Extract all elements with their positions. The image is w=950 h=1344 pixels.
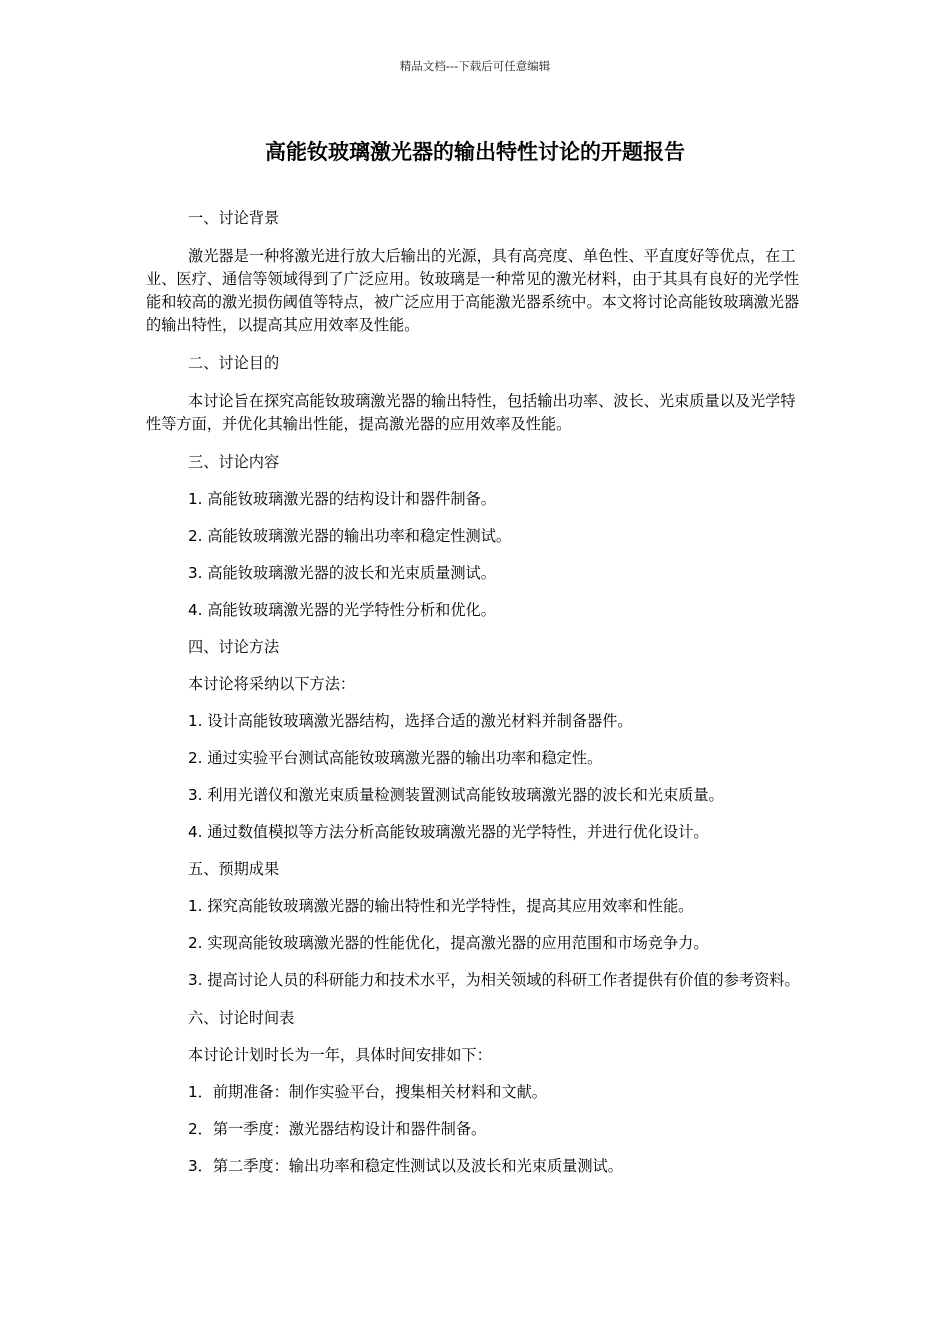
document-body xyxy=(146,207,808,1178)
schedule-list-item: 2．第一季度：激光器结构设计和器件制备。 xyxy=(188,1120,487,1138)
section-heading-background: 一、讨论背景 xyxy=(188,209,280,227)
method-list-item: 2. 通过实验平台测试高能钕玻璃激光器的输出功率和稳定性。 xyxy=(188,749,603,767)
schedule-intro: 本讨论计划时长为一年，具体时间安排如下： xyxy=(188,1046,492,1064)
document-title: 高能钕玻璃激光器的输出特性讨论的开题报告 xyxy=(265,140,685,164)
header-note: 精品文档---下载后可任意编辑 xyxy=(399,59,551,73)
section-heading-content: 三、讨论内容 xyxy=(188,453,280,471)
section-heading-method: 四、讨论方法 xyxy=(188,638,280,656)
results-list-item: 1. 探究高能钕玻璃激光器的输出特性和光学特性，提高其应用效率和性能。 xyxy=(188,897,694,915)
method-list-item: 4. 通过数值模拟等方法分析高能钕玻璃激光器的光学特性，并进行优化设计。 xyxy=(188,823,709,841)
section-heading-results: 五、预期成果 xyxy=(188,860,280,878)
results-list-item: 2. 实现高能钕玻璃激光器的性能优化，提高激光器的应用范围和市场竞争力。 xyxy=(188,934,709,952)
method-list-item: 3. 利用光谱仪和激光束质量检测装置测试高能钕玻璃激光器的波长和光束质量。 xyxy=(188,786,724,804)
schedule-list-item: 1．前期准备：制作实验平台，搜集相关材料和文献。 xyxy=(188,1083,547,1101)
content-list-item: 3. 高能钕玻璃激光器的波长和光束质量测试。 xyxy=(188,564,496,582)
section-heading-purpose: 二、讨论目的 xyxy=(188,354,280,372)
schedule-list-item: 3．第二季度：输出功率和稳定性测试以及波长和光束质量测试。 xyxy=(188,1157,623,1175)
background-paragraph: 激光器是一种将激光进行放大后输出的光源，具有高亮度、单色性、平直度好等优点，在工业、医疗、通信等领域得到了广泛应用。钕玻璃是一种常见的激光材料，由于其具有良好的光学性能和较高的激光损伤阈值等特点，被广泛应用于高能激光器系统中。本文将讨论高能钕玻璃激光器的输出特性，以提高其应用效率及性能。 xyxy=(146,247,800,334)
method-list-item: 1. 设计高能钕玻璃激光器结构，选择合适的激光材料并制备器件。 xyxy=(188,712,633,730)
results-list-item: 3. 提高讨论人员的科研能力和技术水平，为相关领域的科研工作者提供有价值的参考资料。 xyxy=(188,971,800,989)
purpose-paragraph: 本讨论旨在探究高能钕玻璃激光器的输出特性，包括输出功率、波长、光束质量以及光学特性等方面，并优化其输出性能，提高激光器的应用效率及性能。 xyxy=(146,392,796,433)
content-list-item: 1. 高能钕玻璃激光器的结构设计和器件制备。 xyxy=(188,490,496,508)
content-list-item: 4. 高能钕玻璃激光器的光学特性分析和优化。 xyxy=(188,601,496,619)
content-list-item: 2. 高能钕玻璃激光器的输出功率和稳定性测试。 xyxy=(188,527,512,545)
method-intro: 本讨论将采纳以下方法： xyxy=(188,675,356,693)
section-heading-schedule: 六、讨论时间表 xyxy=(188,1009,295,1027)
